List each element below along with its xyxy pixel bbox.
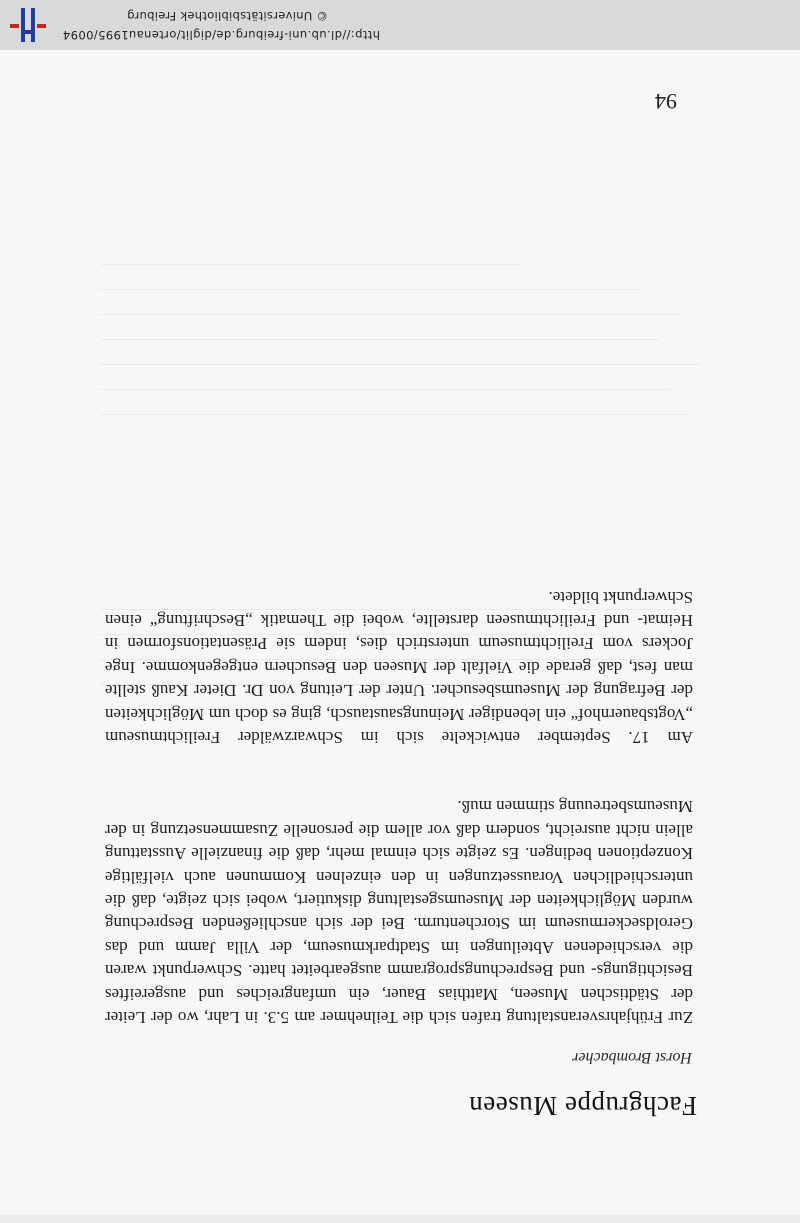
- viewer-footer: [0, 0, 800, 50]
- university-library-logo-icon: [8, 6, 48, 46]
- copyright-notice: © Universitätsbibliothek Freiburg: [126, 9, 328, 23]
- bleed-through-texture-lower: [100, 240, 700, 415]
- article-title: Fachgruppe Museen: [468, 1091, 697, 1121]
- page-number: 94: [655, 89, 677, 114]
- paragraph-2: Am 17. September entwickelte sich im Schwarzwälder Freilichtmuseum „Vogtsbauernhof“ ein lebendiger Meinungsaustausch, ging es doch um Möglichkeiten der Befragung der Museumsbesucher. Unter der Leitung von Dr. Dieter Kauß stellte man fest, daß gerade die Vielfalt der Museen den Besuchern entgegenkomme. Inge Jockers vom Freilichtmuseum unterstrich dies, indem sie Präsentationsformen in Heimat- und Freilichtmuseen darstellte, wobei die Thematik „Beschriftung“ einen Schwerpunkt bildete.: [105, 587, 693, 747]
- scanned-page: [0, 50, 800, 1215]
- source-url-link[interactable]: http://dl.ub.uni-freiburg.de/diglit/ortenau1995/0094: [62, 28, 380, 42]
- paragraph-1: Zur Frühjahrsveranstaltung trafen sich die Teilnehmer am 5.3. in Lahr, wo der Leiter der Städtischen Museen, Matthias Bauer, ein umfangreiches und ausgereiftes Besichtigungs- und Besprechungsprogramm ausgearbeitet hatte. Schwerpunkt waren die verschiedenen Abteilungen im Stadtparkmuseum, der Villa Jamm und das Geroldseckermuseum im Storchenturm. Bei der sich anschließenden Besprechung wurden Möglichkeiten der Museumsgestaltung diskutiert, wobei sich zeigte, daß die unterschiedlichen Voraussetzungen in den einzelnen Kommunen auch vielfältige Konzeptionen bedingen. Es zeigte sich einmal mehr, daß die finanzielle Ausstattung allein nicht ausreicht, sondern daß vor allem die personelle Zusammensetzung in der Museumsbetreuung stimmen muß.: [105, 797, 693, 1027]
- article-author: Horst Brombacher: [572, 1049, 692, 1066]
